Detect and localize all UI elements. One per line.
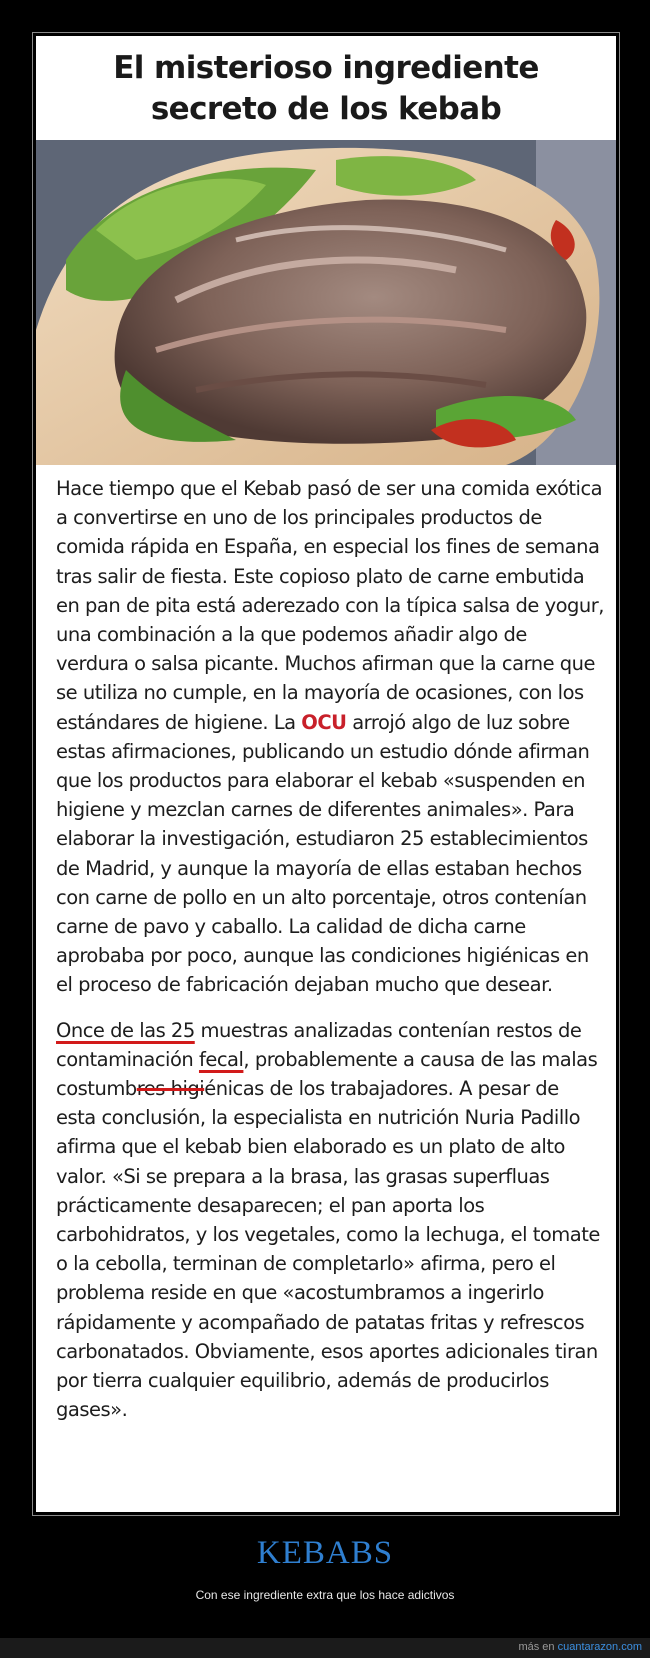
paragraph-2-text-a: muestras analizadas contenían restos de contaminación <box>56 1018 582 1071</box>
paragraph-1-text-b: arrojó algo de luz sobre estas afirmaciones, publicando un estudio dónde afirman que los productos para elaborar el kebab «suspenden en higiene y mezclan carnes de diferentes animales». Para elaborar la investigación, estudiaron 25 establecimientos de Madrid, y aunque la mayoría de ellas estaban hechos con carne de pollo en un alto porcentaje, otros contenían carne de pavo y caballo. La calidad de dicha carne aprobaba por poco, aunque las condiciones higiénicas en el proceso de fabricación dejaban mucho que desear. <box>56 710 590 997</box>
ocu-highlight: OCU <box>301 710 347 734</box>
poster-frame <box>32 32 620 1516</box>
paragraph-1-text-a: Hace tiempo que el Kebab pasó de ser una comida exótica a convertirse en uno de los principales productos de comida rápida en España, en especial los fines de semana tras salir de fiesta. Este copioso plato de carne embutida en pan de pita está aderezado con la típica salsa de yogur, una combinación a la que podemos añadir algo de verdura o salsa picante. Muchos afirman que la carne que se utiliza no cumple, en la mayoría de ocasiones, con los estándares de higiene. La <box>56 477 604 734</box>
underlined-fecal: fecal <box>198 1047 244 1071</box>
article-body <box>56 474 604 1425</box>
article-paragraph-2 <box>56 1016 604 1425</box>
site-link[interactable]: cuantarazon.com <box>557 1641 642 1653</box>
kebab-photo <box>36 140 616 465</box>
struck-higi: res higi <box>136 1077 205 1101</box>
poster-title: El misterioso ingrediente secreto de los kebab <box>113 50 539 127</box>
footer-text <box>518 1641 642 1653</box>
footer-bar <box>0 1638 650 1658</box>
article-paragraph-1 <box>56 474 604 1000</box>
caption-subtitle: Con ese ingrediente extra que los hace adictivos <box>195 1588 455 1602</box>
caption-title: KEBABS <box>256 1535 394 1571</box>
footer-prefix: más en <box>518 1641 558 1653</box>
paragraph-2-text-b: , probablemente a causa de las malas costumb <box>56 1047 598 1101</box>
underlined-once-de-las-25: Once de las 25 <box>56 1018 195 1042</box>
poster-card <box>36 36 616 1512</box>
paragraph-2-text-c: énicas de los trabajadores. A pesar de esta conclusión, la especialista en nutrición Nuria Padillo afirma que el kebab bien elaborado es un plato de alto valor. «Si se prepara a la brasa, las grasas superfluas prácticamente desaparecen; el pan aporta los carbohidratos, y los vegetales, como la lechuga, el tomate o la cebolla, terminan de completarlo» afirma, pero el problema reside en que «acostumbramos a ingerirlo rápidamente y acompañado de patatas fritas y refrescos carbonatados. Obviamente, esos aportes adicionales tiran por tierra cualquier equilibrio, además de producirlos gases». <box>56 1077 600 1422</box>
